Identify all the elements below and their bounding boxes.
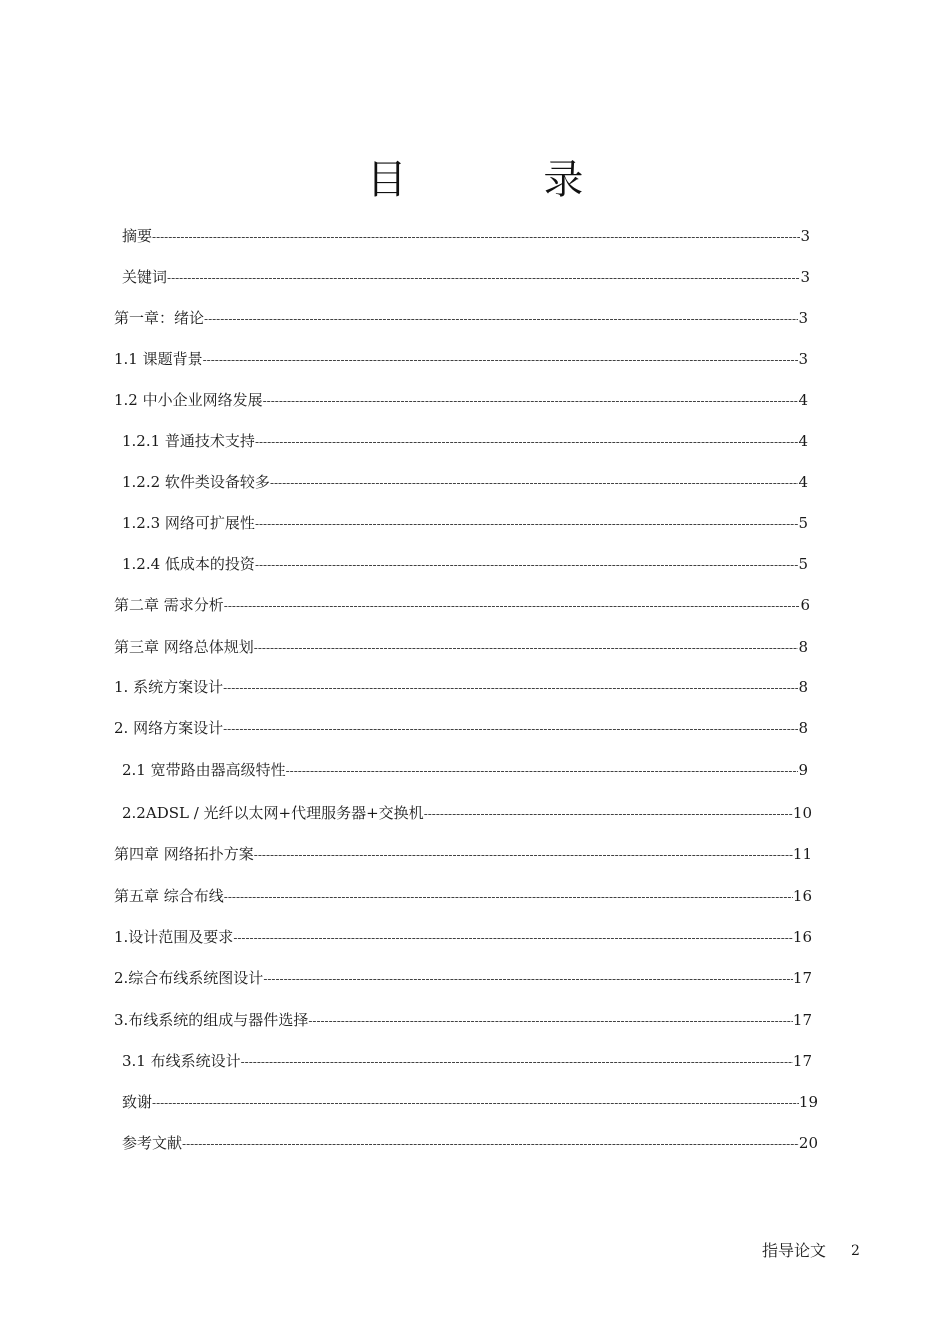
toc-entry-label: 第四章 网络拓扑方案 xyxy=(114,845,254,863)
footer-label: 指导论文 xyxy=(762,1241,827,1260)
toc-entry xyxy=(122,1091,818,1113)
toc-entry-page: 3 xyxy=(798,350,808,368)
toc-entry-page: 17 xyxy=(792,1011,812,1029)
toc-leader-dashes xyxy=(152,226,800,247)
toc-entry xyxy=(122,471,808,493)
toc-entry-label: 第二章 需求分析 xyxy=(114,596,224,614)
toc-entry-label: 参考文献 xyxy=(122,1134,183,1152)
toc-entry xyxy=(114,389,808,411)
toc-leader-dashes xyxy=(263,390,799,411)
toc-entry-page: 6 xyxy=(800,596,810,614)
toc-entry-label: 摘要 xyxy=(122,227,153,245)
toc-entry-page: 5 xyxy=(798,555,808,573)
toc-entry-label: 1.2 中小企业网络发展 xyxy=(114,391,263,409)
toc-entry-label: 1.2.4 低成本的投资 xyxy=(122,555,255,573)
toc-entry xyxy=(122,1050,812,1072)
toc-entry xyxy=(122,553,808,575)
toc-leader-dashes xyxy=(308,1010,793,1031)
toc-entry-label: 1.2.3 网络可扩展性 xyxy=(122,514,255,532)
toc-entry-page: 20 xyxy=(798,1134,818,1152)
toc-entry xyxy=(114,926,812,948)
toc-leader-dashes xyxy=(182,1133,799,1154)
toc-entry-label: 1.设计范围及要求 xyxy=(114,928,234,946)
toc-entry-page: 4 xyxy=(798,432,808,450)
toc-leader-dashes xyxy=(254,844,793,865)
toc-leader-dashes xyxy=(224,886,793,907)
toc-entry xyxy=(114,348,808,370)
toc-entry-page: 8 xyxy=(798,719,808,737)
toc-entry-page: 5 xyxy=(798,514,808,532)
toc-entry-label: 1.2.2 软件类设备较多 xyxy=(122,473,270,491)
toc-entry xyxy=(122,759,808,781)
toc-entry-page: 16 xyxy=(792,928,812,946)
toc-leader-dashes xyxy=(241,1051,793,1072)
toc-entry xyxy=(122,430,808,452)
toc-entry-label: 第三章 网络总体规划 xyxy=(114,638,254,656)
toc-entry-page: 10 xyxy=(792,804,812,822)
toc-leader-dashes xyxy=(152,1092,799,1113)
toc-entry xyxy=(114,967,812,989)
toc-entry-label: 关键词 xyxy=(122,268,168,286)
toc-entry xyxy=(122,266,810,288)
toc-leader-dashes xyxy=(167,267,800,288)
toc-entry-label: 1.2.1 普通技术支持 xyxy=(122,432,255,450)
toc-leader-dashes xyxy=(263,968,793,989)
toc-leader-dashes xyxy=(424,803,793,824)
toc-leader-dashes xyxy=(223,677,798,698)
toc-entry xyxy=(114,717,808,739)
toc-leader-dashes xyxy=(223,718,798,739)
toc-entry-label: 3.1 布线系统设计 xyxy=(122,1052,241,1070)
toc-entry xyxy=(114,885,812,907)
toc-entry xyxy=(122,1132,818,1154)
toc-entry-page: 17 xyxy=(792,969,812,987)
toc-entry-page: 8 xyxy=(798,638,808,656)
toc-entry-page: 4 xyxy=(798,473,808,491)
toc-entry-label: 3.布线系统的组成与器件选择 xyxy=(114,1011,309,1029)
page-title: 目 录 xyxy=(366,157,646,203)
footer-page-number: 2 xyxy=(851,1243,860,1259)
toc-entry-label: 1. 系统方案设计 xyxy=(114,678,224,696)
toc-entry-page: 3 xyxy=(800,268,810,286)
toc-entry xyxy=(114,1009,812,1031)
toc-leader-dashes xyxy=(270,472,799,493)
toc-entry-page: 3 xyxy=(798,309,808,327)
toc-leader-dashes xyxy=(286,760,799,781)
toc-entry-page: 19 xyxy=(798,1093,818,1111)
toc-leader-dashes xyxy=(255,554,799,575)
toc-entry-label: 2. 网络方案设计 xyxy=(114,719,224,737)
toc-entry-label: 2.综合布线系统图设计 xyxy=(114,969,264,987)
toc-entry xyxy=(114,636,808,658)
toc-entry-page: 8 xyxy=(798,678,808,696)
toc-leader-dashes xyxy=(203,349,799,370)
toc-entry-page: 3 xyxy=(800,227,810,245)
toc-entry-page: 9 xyxy=(798,761,808,779)
toc-entry-page: 16 xyxy=(792,887,812,905)
toc-entry-label: 致谢 xyxy=(122,1093,153,1111)
toc-entry-label: 2.2ADSL / 光纤以太网+代理服务器+交换机 xyxy=(122,804,424,822)
toc-entry xyxy=(122,512,808,534)
toc-entry-label: 第五章 综合布线 xyxy=(114,887,224,905)
toc-entry xyxy=(122,802,812,824)
toc-entry-page: 11 xyxy=(792,845,812,863)
toc-entry-page: 17 xyxy=(792,1052,812,1070)
toc-entry-label: 2.1 宽带路由器高级特性 xyxy=(122,761,286,779)
toc-leader-dashes xyxy=(224,595,801,616)
toc-entry-label: 1.1 课题背景 xyxy=(114,350,203,368)
toc-leader-dashes xyxy=(255,513,799,534)
toc-entry-page: 4 xyxy=(798,391,808,409)
toc-leader-dashes xyxy=(254,637,799,658)
toc-leader-dashes xyxy=(255,431,799,452)
toc-leader-dashes xyxy=(204,308,798,329)
toc-entry xyxy=(114,676,808,698)
toc-entry xyxy=(114,594,810,616)
toc-entry xyxy=(114,843,812,865)
toc-entry xyxy=(122,225,810,247)
toc-entry-label: 第一章：绪论 xyxy=(114,309,205,327)
toc-leader-dashes xyxy=(233,927,793,948)
toc-entry xyxy=(114,307,808,329)
